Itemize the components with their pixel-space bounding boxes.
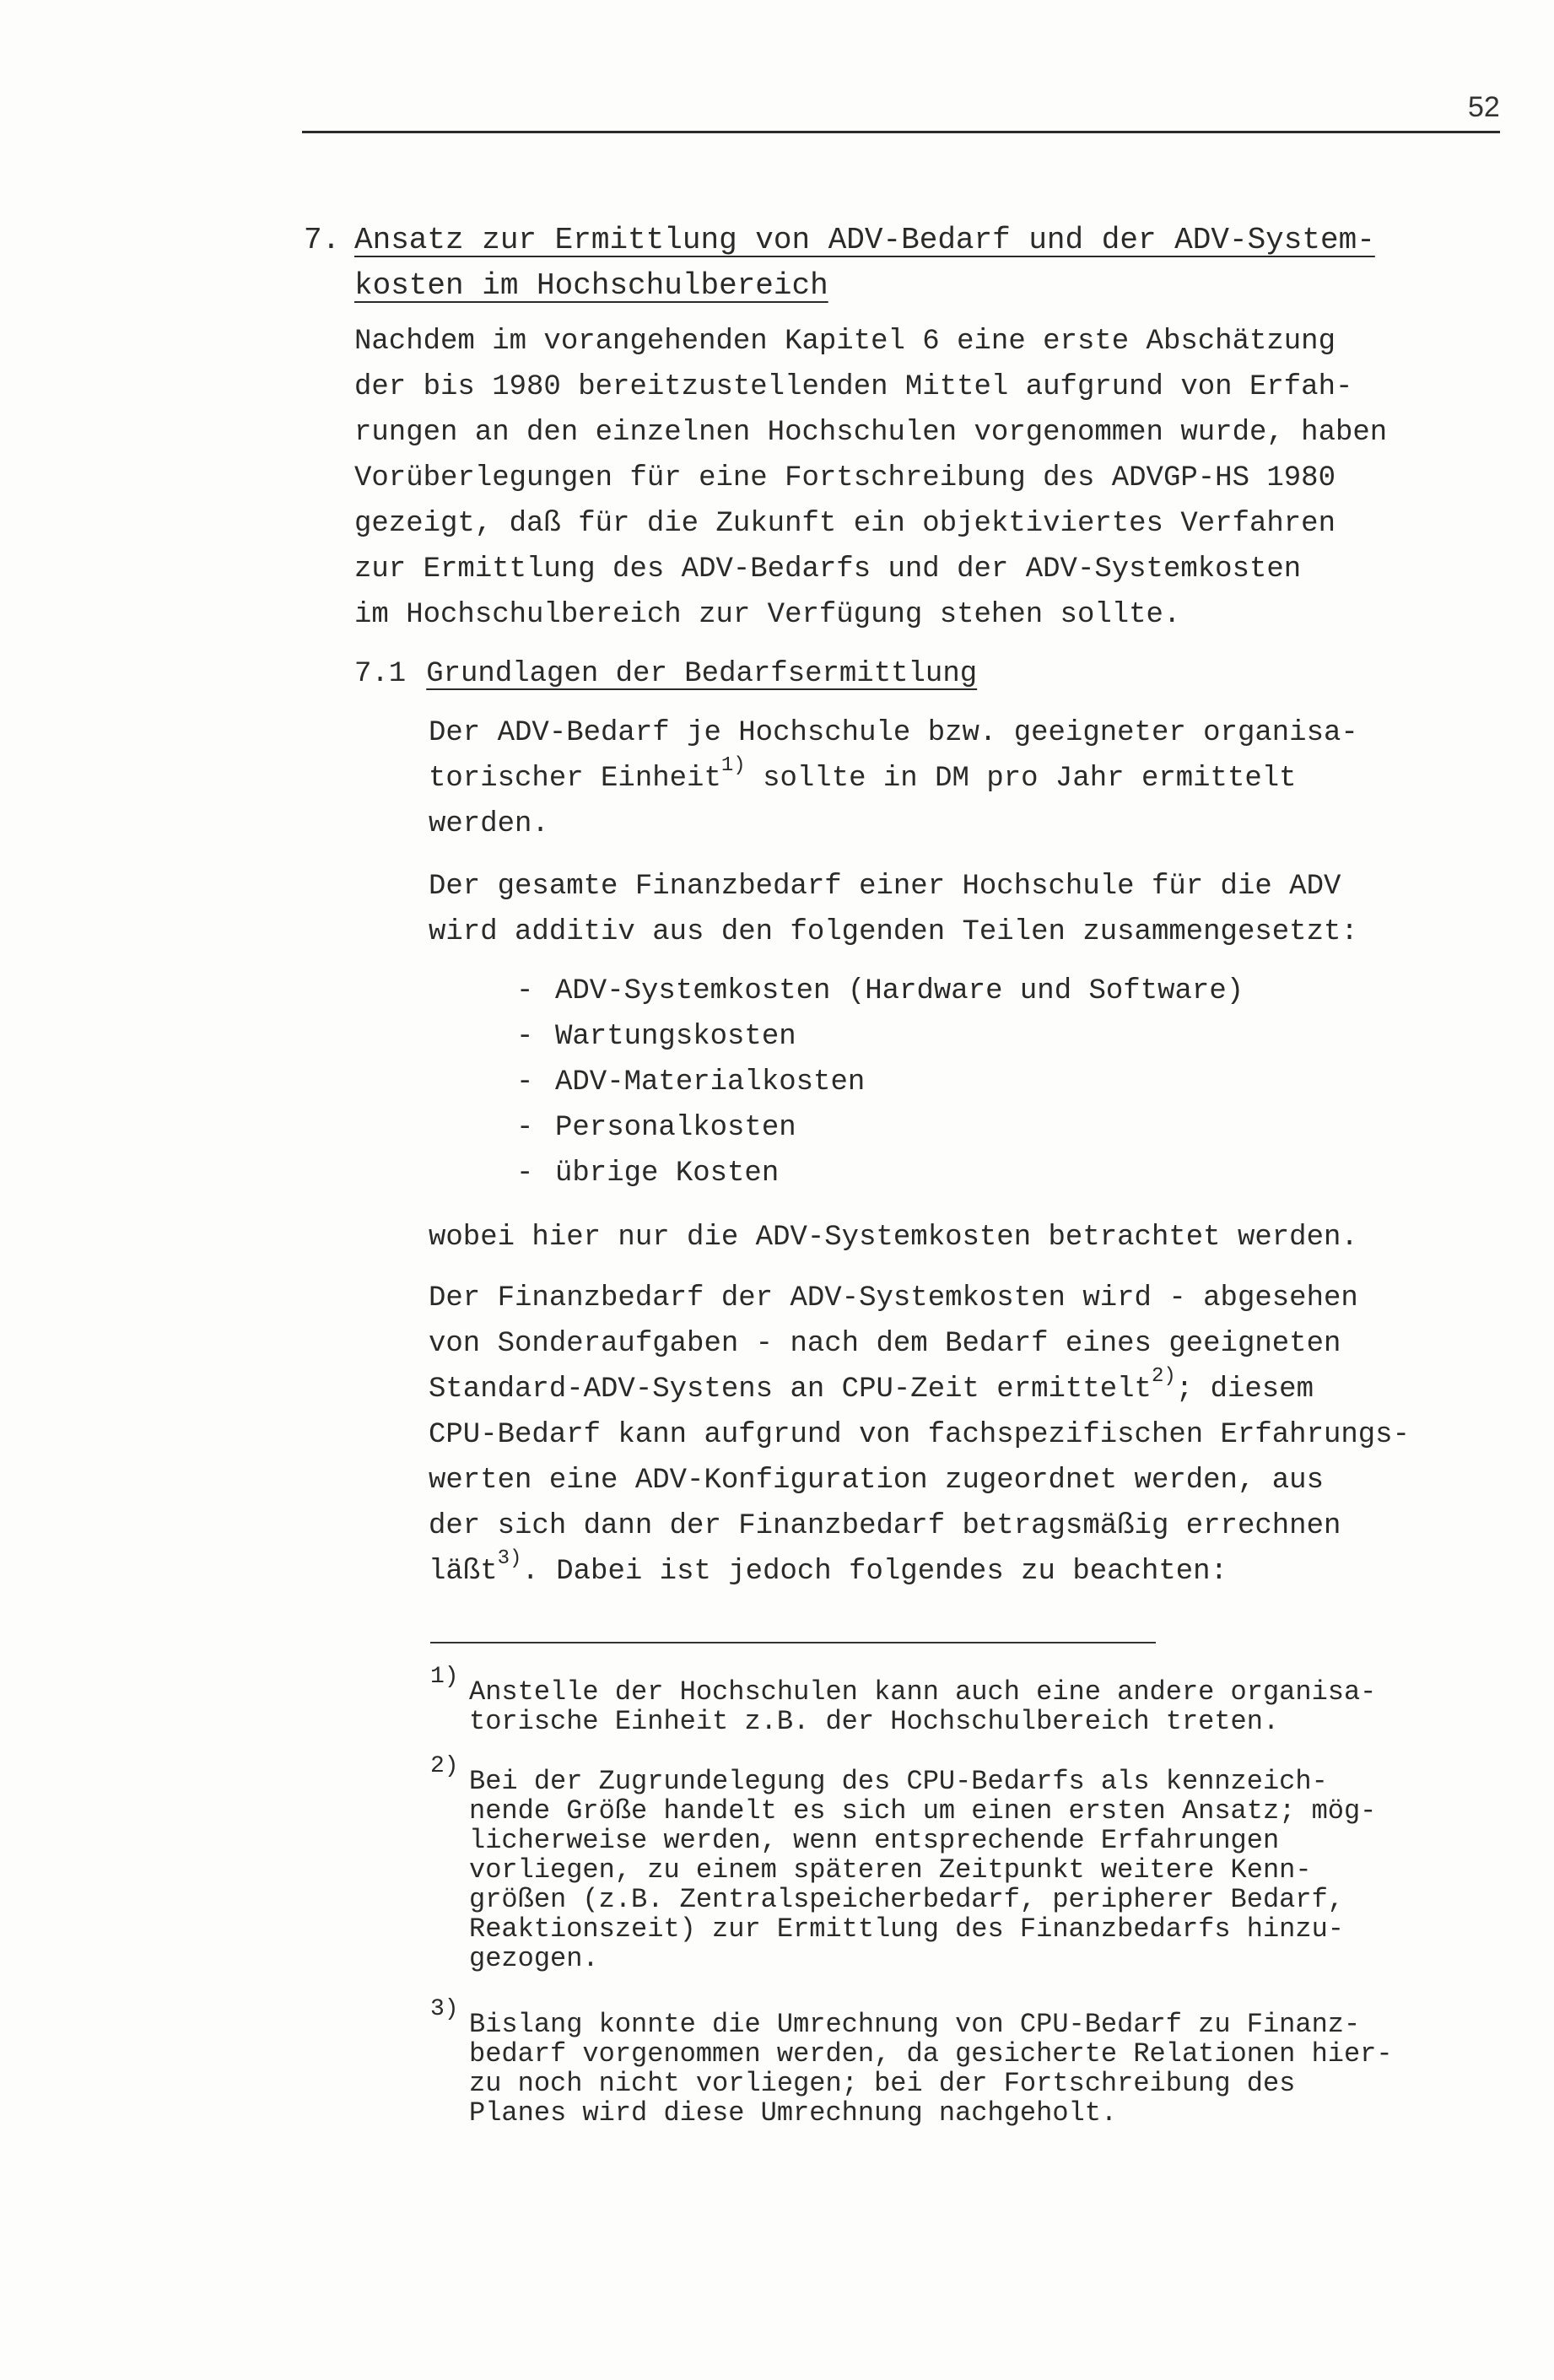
intro-paragraph xyxy=(354,319,1387,638)
footnote-separator xyxy=(430,1642,1156,1643)
footnote-marker: 1) xyxy=(430,1664,459,1690)
footnote-ref-2: 2) xyxy=(1151,1365,1176,1388)
text-fragment: . Dabei ist jedoch folgendes zu beachten: xyxy=(521,1556,1228,1588)
page-number: 52 xyxy=(1468,91,1500,123)
text-line xyxy=(429,756,1358,801)
footnote-line: größen (z.B. Zentralspeicherbedarf, peripherer Bedarf, xyxy=(469,1884,1344,1915)
list-item: - ADV-Materialkosten xyxy=(516,1060,1244,1105)
text-line: der sich dann der Finanzbedarf betragsmäßig errechnen xyxy=(429,1510,1341,1542)
text-line: wird additiv aus den folgenden Teilen zusammengesetzt: xyxy=(429,916,1358,948)
footnote-line: licherweise werden, wenn entsprechende Erfahrungen xyxy=(469,1825,1280,1856)
text-line xyxy=(429,1549,1410,1595)
text-line: zur Ermittlung des ADV-Bedarfs und der ADV-Systemkosten xyxy=(354,553,1302,586)
footnote-line: Reaktionszeit) zur Ermittlung des Finanzbedarfs hinzu- xyxy=(469,1913,1344,1945)
header-rule xyxy=(302,131,1500,133)
text-line: von Sonderaufgaben - nach dem Bedarf eines geeigneten xyxy=(429,1328,1341,1360)
text-line: CPU-Bedarf kann aufgrund von fachspezifischen Erfahrungs- xyxy=(429,1419,1410,1451)
text-line xyxy=(429,1367,1410,1412)
text-fragment: läßt xyxy=(429,1556,498,1588)
footnote-line: Anstelle der Hochschulen kann auch eine andere organisa- xyxy=(469,1676,1377,1708)
footnote-line: zu noch nicht vorliegen; bei der Fortschreibung des xyxy=(469,2068,1296,2099)
section-number: 7. xyxy=(304,223,341,257)
list-item: - Personalkosten xyxy=(516,1105,1244,1151)
text-line: Der gesamte Finanzbedarf einer Hochschule für die ADV xyxy=(429,871,1341,903)
footnote-marker: 2) xyxy=(430,1753,459,1779)
text-fragment: torischer Einheit xyxy=(429,763,721,795)
list-item: - ADV-Systemkosten (Hardware und Software) xyxy=(516,969,1244,1014)
paragraph-adv-bedarf xyxy=(429,710,1358,847)
footnote-2 xyxy=(430,1753,1377,1974)
paragraph-cpu-bedarf xyxy=(429,1276,1410,1595)
list-item: - Wartungskosten xyxy=(516,1014,1244,1060)
subsection-heading xyxy=(354,651,977,697)
subsection-number: 7.1 xyxy=(354,658,407,690)
footnote-line: vorliegen, zu einem späteren Zeitpunkt weitere Kenn- xyxy=(469,1854,1312,1886)
footnote-ref-1: 1) xyxy=(720,754,746,777)
text-line: der bis 1980 bereitzustellenden Mittel aufgrund von Erfah- xyxy=(354,371,1353,403)
footnote-line: torische Einheit z.B. der Hochschulbereich treten. xyxy=(469,1706,1280,1737)
footnote-line: nende Größe handelt es sich um einen ersten Ansatz; mög- xyxy=(469,1795,1377,1827)
footnote-line: gezogen. xyxy=(469,1943,599,1974)
paragraph-systemkosten-note: wobei hier nur die ADV-Systemkosten betrachtet werden. xyxy=(429,1222,1358,1254)
text-line: werten eine ADV-Konfiguration zugeordnet werden, aus xyxy=(429,1465,1324,1497)
text-line: werden. xyxy=(429,808,549,840)
cost-list xyxy=(516,969,1244,1196)
footnote-ref-3: 3) xyxy=(497,1547,522,1570)
text-fragment: ; diesem xyxy=(1175,1373,1314,1406)
text-line: Vorüberlegungen für eine Fortschreibung des ADVGP-HS 1980 xyxy=(354,462,1335,494)
text-line: Nachdem im vorangehenden Kapitel 6 eine erste Abschätzung xyxy=(354,326,1335,358)
text-line: Der ADV-Bedarf je Hochschule bzw. geeigneter organisa- xyxy=(429,717,1358,749)
footnote-line: bedarf vorgenommen werden, da gesicherte Relationen hier- xyxy=(469,2038,1393,2070)
section-title-line: Ansatz zur Ermittlung von ADV-Bedarf und der ADV-System- xyxy=(354,223,1375,257)
footnote-1 xyxy=(430,1664,1377,1737)
footnote-line: Planes wird diese Umrechnung nachgeholt. xyxy=(469,2097,1118,2129)
list-item: - übrige Kosten xyxy=(516,1151,1244,1196)
paragraph-finanzbedarf xyxy=(429,864,1358,955)
text-line: gezeigt, daß für die Zukunft ein objektiviertes Verfahren xyxy=(354,508,1335,540)
text-line: Der Finanzbedarf der ADV-Systemkosten wird - abgesehen xyxy=(429,1282,1358,1314)
section-title-line: kosten im Hochschulbereich xyxy=(354,268,828,303)
text-fragment: Standard-ADV-Systens an CPU-Zeit ermittelt xyxy=(429,1373,1152,1406)
section-title xyxy=(354,218,1375,309)
text-line: rungen an den einzelnen Hochschulen vorgenommen wurde, haben xyxy=(354,417,1388,449)
text-fragment: sollte in DM pro Jahr ermittelt xyxy=(745,763,1297,795)
footnote-marker: 3) xyxy=(430,1996,459,2022)
subsection-title: Grundlagen der Bedarfsermittlung xyxy=(426,658,978,690)
footnote-line: Bislang konnte die Umrechnung von CPU-Bedarf zu Finanz- xyxy=(469,2009,1361,2040)
footnote-line: Bei der Zugrundelegung des CPU-Bedarfs als kennzeich- xyxy=(469,1766,1328,1797)
text-line: im Hochschulbereich zur Verfügung stehen sollte. xyxy=(354,599,1181,631)
footnote-3 xyxy=(430,1996,1393,2129)
